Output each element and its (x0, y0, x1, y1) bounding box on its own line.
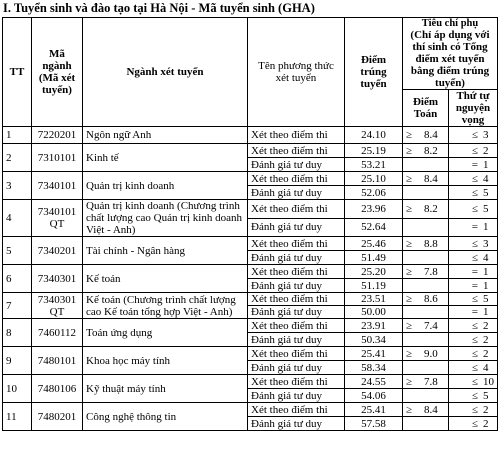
major-name: Công nghệ thông tin (83, 403, 248, 431)
math-operator: ≥ (406, 403, 413, 416)
admission-method: Xét theo điểm thi (248, 375, 345, 389)
header-code: Mã ngành (Mã xét tuyển) (32, 18, 83, 127)
major-code: 7340201 (32, 237, 83, 265)
admission-method: Đánh giá tư duy (248, 306, 345, 319)
rank-criterion (449, 144, 498, 158)
admission-method: Đánh giá tư duy (248, 251, 345, 265)
cutoff-score: 25.19 (345, 144, 403, 158)
math-value: 8.2 (424, 144, 438, 157)
rank-criterion (449, 361, 498, 375)
rank-operator: ≤ (471, 319, 478, 332)
math-value: 7.8 (424, 375, 438, 388)
rank-operator: ≤ (471, 403, 478, 416)
rank-value: 2 (483, 403, 489, 416)
major-name: Quản trị kinh doanh (83, 172, 248, 200)
math-value: 8.6 (424, 293, 438, 305)
rank-value: 4 (483, 251, 489, 264)
math-value: 8.2 (424, 202, 438, 215)
rank-operator: ≤ (471, 347, 478, 360)
rank-criterion (449, 319, 498, 333)
cutoff-score: 50.00 (345, 306, 403, 319)
math-operator: ≥ (406, 347, 413, 360)
rank-operator: ≤ (471, 389, 478, 402)
table-row (3, 347, 498, 361)
row-number: 1 (3, 127, 32, 144)
major-name: Toán ứng dụng (83, 319, 248, 347)
rank-criterion (449, 251, 498, 265)
rank-value: 5 (483, 186, 489, 199)
math-criterion (403, 403, 449, 417)
rank-criterion (449, 333, 498, 347)
math-criterion (403, 347, 449, 361)
math-operator: ≥ (406, 144, 413, 157)
cutoff-score: 52.64 (345, 218, 403, 237)
cutoff-score: 25.41 (345, 403, 403, 417)
admission-method: Đánh giá tư duy (248, 158, 345, 172)
rank-criterion (449, 200, 498, 219)
math-criterion (403, 333, 449, 347)
major-name: Kế toán (83, 265, 248, 293)
row-number: 3 (3, 172, 32, 200)
math-criterion (403, 144, 449, 158)
math-value: 8.4 (424, 172, 438, 185)
cutoff-score: 52.06 (345, 186, 403, 200)
cutoff-score: 53.21 (345, 158, 403, 172)
major-code: 7340301 (32, 265, 83, 293)
rank-operator: ≤ (471, 186, 478, 199)
admission-method: Đánh giá tư duy (248, 389, 345, 403)
row-number: 8 (3, 319, 32, 347)
rank-criterion (449, 306, 498, 319)
math-criterion (403, 186, 449, 200)
major-code: 7340101 QT (32, 200, 83, 237)
major-code: 7480101 (32, 347, 83, 375)
math-criterion (403, 375, 449, 389)
rank-operator: ≤ (471, 293, 478, 305)
row-number: 11 (3, 403, 32, 431)
rank-criterion (449, 347, 498, 361)
math-criterion (403, 389, 449, 403)
math-criterion (403, 265, 449, 279)
rank-criterion (449, 279, 498, 293)
major-name: Khoa học máy tính (83, 347, 248, 375)
rank-operator: ≤ (471, 237, 478, 250)
rank-value: 2 (483, 417, 489, 430)
major-code: 7460112 (32, 319, 83, 347)
admission-method: Xét theo điểm thi (248, 265, 345, 279)
math-value: 8.8 (424, 237, 438, 250)
header-sub-criteria (403, 18, 498, 90)
cutoff-score: 23.51 (345, 293, 403, 306)
row-number: 7 (3, 293, 32, 319)
rank-value: 2 (483, 144, 489, 157)
rank-value: 4 (483, 172, 489, 185)
admission-method: Đánh giá tư duy (248, 333, 345, 347)
math-criterion (403, 306, 449, 319)
cutoff-score: 57.58 (345, 417, 403, 431)
admission-method: Đánh giá tư duy (248, 279, 345, 293)
admission-method: Xét theo điểm thi (248, 237, 345, 251)
math-operator: ≥ (406, 202, 413, 215)
rank-value: 5 (483, 389, 489, 402)
math-criterion (403, 127, 449, 144)
admission-method: Đánh giá tư duy (248, 218, 345, 237)
rank-value: 3 (483, 237, 489, 250)
rank-operator: ≤ (471, 144, 478, 157)
major-code: 7340301 QT (32, 293, 83, 319)
major-code: 7480106 (32, 375, 83, 403)
rank-operator: ≤ (471, 172, 478, 185)
header-tt: TT (3, 18, 32, 127)
rank-value: 4 (483, 361, 489, 374)
major-name: Quản trị kinh doanh (Chương trình chất lượng cao Quản trị kinh doanh Việt - Anh) (83, 200, 248, 237)
rank-value: 1 (483, 221, 489, 234)
major-code: 7220201 (32, 127, 83, 144)
row-number: 9 (3, 347, 32, 375)
rank-operator: = (471, 306, 478, 318)
rank-criterion (449, 237, 498, 251)
rank-criterion (449, 158, 498, 172)
cutoff-score: 51.49 (345, 251, 403, 265)
rank-operator: = (471, 279, 478, 292)
math-operator: ≥ (406, 319, 413, 332)
rank-operator: ≤ (471, 333, 478, 346)
math-value: 7.4 (424, 319, 438, 332)
rank-value: 2 (483, 347, 489, 360)
table-row (3, 403, 498, 417)
rank-criterion (449, 218, 498, 237)
rank-value: 5 (483, 293, 489, 305)
row-number: 10 (3, 375, 32, 403)
row-number: 4 (3, 200, 32, 237)
cutoff-score: 24.55 (345, 375, 403, 389)
row-number: 2 (3, 144, 32, 172)
math-criterion (403, 417, 449, 431)
rank-operator: ≤ (471, 251, 478, 264)
admission-method: Xét theo điểm thi (248, 200, 345, 219)
rank-value: 1 (483, 158, 489, 171)
math-criterion (403, 237, 449, 251)
table-row (3, 172, 498, 186)
cutoff-score: 24.10 (345, 127, 403, 144)
admission-method: Xét theo điểm thi (248, 403, 345, 417)
cutoff-score: 51.19 (345, 279, 403, 293)
admission-method: Xét theo điểm thi (248, 172, 345, 186)
admission-method: Đánh giá tư duy (248, 417, 345, 431)
math-operator: ≥ (406, 293, 413, 305)
table-row (3, 375, 498, 389)
header-row (3, 18, 498, 90)
math-criterion (403, 279, 449, 293)
admission-method: Đánh giá tư duy (248, 186, 345, 200)
table-row (3, 265, 498, 279)
rank-operator: = (471, 158, 478, 171)
math-criterion (403, 172, 449, 186)
header-sub-note: (Chỉ áp dụng với thí sinh có Tổng điểm xét tuyển bằng điểm trúng tuyển) (410, 29, 490, 89)
rank-criterion (449, 172, 498, 186)
math-criterion (403, 361, 449, 375)
math-value: 7.8 (424, 265, 438, 278)
header-math: Điểm Toán (403, 90, 449, 127)
rank-value: 5 (483, 202, 489, 215)
admission-method: Xét theo điểm thi (248, 144, 345, 158)
admission-table (2, 17, 498, 431)
math-criterion (403, 218, 449, 237)
cutoff-score: 58.34 (345, 361, 403, 375)
rank-value: 3 (483, 129, 489, 141)
math-criterion (403, 319, 449, 333)
row-number: 6 (3, 265, 32, 293)
math-criterion (403, 158, 449, 172)
math-criterion (403, 251, 449, 265)
table-row (3, 237, 498, 251)
table-row (3, 200, 498, 219)
major-name: Kế toán (Chương trình chất lượng cao Kế toán tổng hợp Việt - Anh) (83, 293, 248, 319)
cutoff-score: 23.96 (345, 200, 403, 219)
cutoff-score: 25.41 (345, 347, 403, 361)
math-value: 8.4 (424, 403, 438, 416)
rank-criterion (449, 403, 498, 417)
math-criterion (403, 293, 449, 306)
rank-operator: ≤ (471, 361, 478, 374)
cutoff-score: 50.34 (345, 333, 403, 347)
math-operator: ≥ (406, 375, 413, 388)
cutoff-score: 25.20 (345, 265, 403, 279)
admission-method: Xét theo điểm thi (248, 347, 345, 361)
cutoff-score: 25.10 (345, 172, 403, 186)
row-number: 5 (3, 237, 32, 265)
header-sub-title: Tiêu chí phụ (421, 18, 479, 29)
rank-operator: ≤ (471, 129, 478, 141)
rank-criterion (449, 293, 498, 306)
table-row (3, 144, 498, 158)
rank-criterion (449, 417, 498, 431)
major-name: Kinh tế (83, 144, 248, 172)
major-code: 7480201 (32, 403, 83, 431)
cutoff-score: 54.06 (345, 389, 403, 403)
rank-value: 2 (483, 319, 489, 332)
table-body (3, 127, 498, 431)
table-row (3, 127, 498, 144)
rank-operator: = (471, 265, 478, 278)
rank-criterion (449, 186, 498, 200)
header-rank: Thứ tự nguyện vọng (449, 90, 498, 127)
cutoff-score: 25.46 (345, 237, 403, 251)
cutoff-score: 23.91 (345, 319, 403, 333)
math-value: 9.0 (424, 347, 438, 360)
admission-method: Xét theo điểm thi (248, 319, 345, 333)
math-operator: ≥ (406, 265, 413, 278)
rank-criterion (449, 375, 498, 389)
table-row (3, 293, 498, 306)
section-heading: I. Tuyển sinh và đào tạo tại Hà Nội - Mã tuyển sinh (GHA) (3, 1, 315, 15)
major-name: Ngôn ngữ Anh (83, 127, 248, 144)
rank-criterion (449, 389, 498, 403)
rank-operator: = (471, 221, 478, 234)
rank-value: 1 (483, 279, 489, 292)
rank-criterion (449, 127, 498, 144)
major-code: 7340101 (32, 172, 83, 200)
math-criterion (403, 200, 449, 219)
rank-value: 1 (483, 265, 489, 278)
table-row (3, 319, 498, 333)
math-operator: ≥ (406, 129, 413, 141)
rank-operator: ≤ (471, 202, 478, 215)
header-score: Điểm trúng tuyển (345, 18, 403, 127)
rank-value: 10 (483, 375, 494, 388)
math-operator: ≥ (406, 172, 413, 185)
rank-value: 1 (483, 306, 489, 318)
rank-operator: ≤ (471, 417, 478, 430)
header-method: Tên phương thức xét tuyển (248, 18, 345, 127)
admission-method: Xét theo điểm thi (248, 293, 345, 306)
admission-method: Đánh giá tư duy (248, 361, 345, 375)
major-name: Tài chính - Ngân hàng (83, 237, 248, 265)
admission-method: Xét theo điểm thi (248, 127, 345, 144)
math-operator: ≥ (406, 237, 413, 250)
major-name: Kỹ thuật máy tính (83, 375, 248, 403)
rank-criterion (449, 265, 498, 279)
rank-value: 2 (483, 333, 489, 346)
math-value: 8.4 (424, 129, 438, 141)
rank-operator: ≤ (471, 375, 478, 388)
major-code: 7310101 (32, 144, 83, 172)
header-major: Ngành xét tuyển (83, 18, 248, 127)
